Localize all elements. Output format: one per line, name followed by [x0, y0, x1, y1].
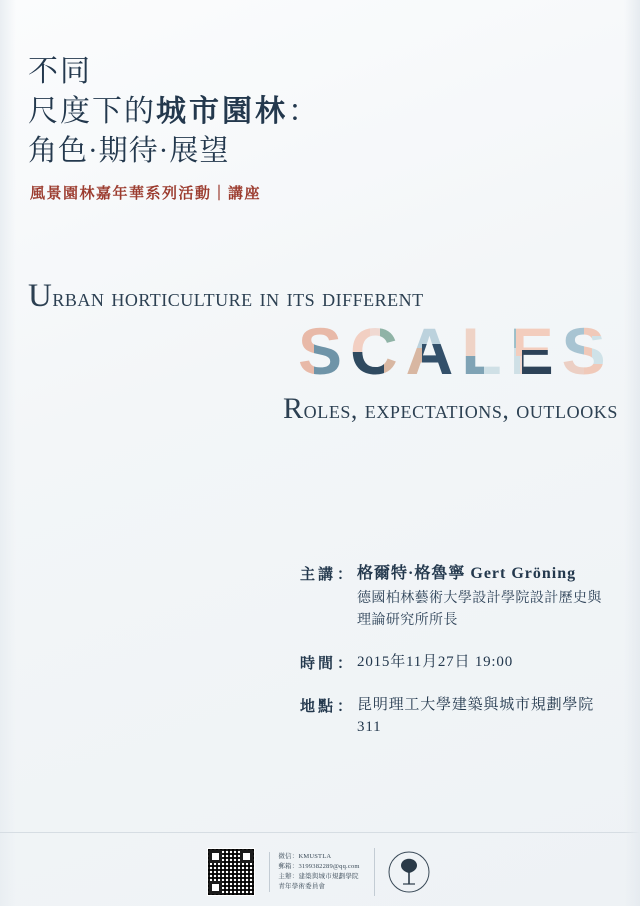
place-value: 昆明理工大學建築與城市規劃學院311: [357, 696, 595, 736]
chinese-title-line-2: [28, 92, 320, 132]
speaker-separator: ：: [337, 567, 353, 583]
time-separator: ：: [337, 656, 353, 673]
chinese-title-line-2-colon: ：: [288, 95, 320, 129]
speaker-affiliation: 德國柏林藝術大學設計學院設計歷史與理論研究所所長: [357, 591, 602, 628]
footer-divider: [0, 832, 640, 833]
chinese-title-line-2-prefix: 尺度下的: [28, 95, 156, 129]
time-label: 時間: [300, 656, 337, 673]
tree-emblem-icon: [374, 848, 433, 896]
place-separator: ：: [337, 698, 353, 715]
english-title-line-2-dropcap: R: [283, 392, 304, 425]
speaker-label: 主講: [300, 567, 337, 583]
chinese-subtitle: 風景園林嘉年華系列活動｜講座: [30, 186, 262, 202]
qr-finder-bottom-left: [209, 881, 222, 894]
chinese-title-line-1: 不同: [28, 55, 92, 88]
english-title-line-1-dropcap: U: [28, 278, 53, 314]
time-value: 2015年11月27日 19:00: [357, 654, 513, 671]
english-title-line-2: [283, 392, 618, 426]
chinese-title-line-2-emphasis: 城市園林: [156, 95, 288, 129]
qr-code-icon: [207, 848, 255, 896]
place-label: 地點: [300, 698, 337, 715]
english-title-line-1-rest: rban horticulture in its different: [52, 283, 424, 312]
footer-organizer: 主辦：建築與城市規劃學院: [278, 873, 359, 880]
chinese-title-block: [28, 52, 320, 171]
detail-row-speaker: [300, 562, 616, 631]
qr-finder-top-left: [209, 850, 222, 863]
speaker-value: [357, 562, 616, 631]
footer-contact-block: [269, 852, 359, 892]
chinese-title-line-3: 角色·期待·展望: [28, 135, 230, 168]
english-title-line-1: [28, 278, 424, 315]
qr-finder-top-right: [240, 850, 253, 863]
speaker-name: 格爾特·格魯寧 Gert Gröning: [357, 565, 577, 582]
detail-row-place: [300, 694, 616, 739]
poster-footer: [0, 838, 640, 906]
footer-organizer-second-line: 青年學術委員會: [278, 883, 326, 891]
event-details: [300, 562, 616, 753]
english-title-line-2-rest: oles, expectations, outlooks: [303, 397, 618, 424]
scales-wordart: [296, 318, 618, 390]
detail-row-time: [300, 651, 616, 674]
footer-email: 郵箱：3199382289@qq.com: [278, 862, 360, 870]
footer-wechat: 微信：KMUSTLA: [278, 852, 332, 860]
